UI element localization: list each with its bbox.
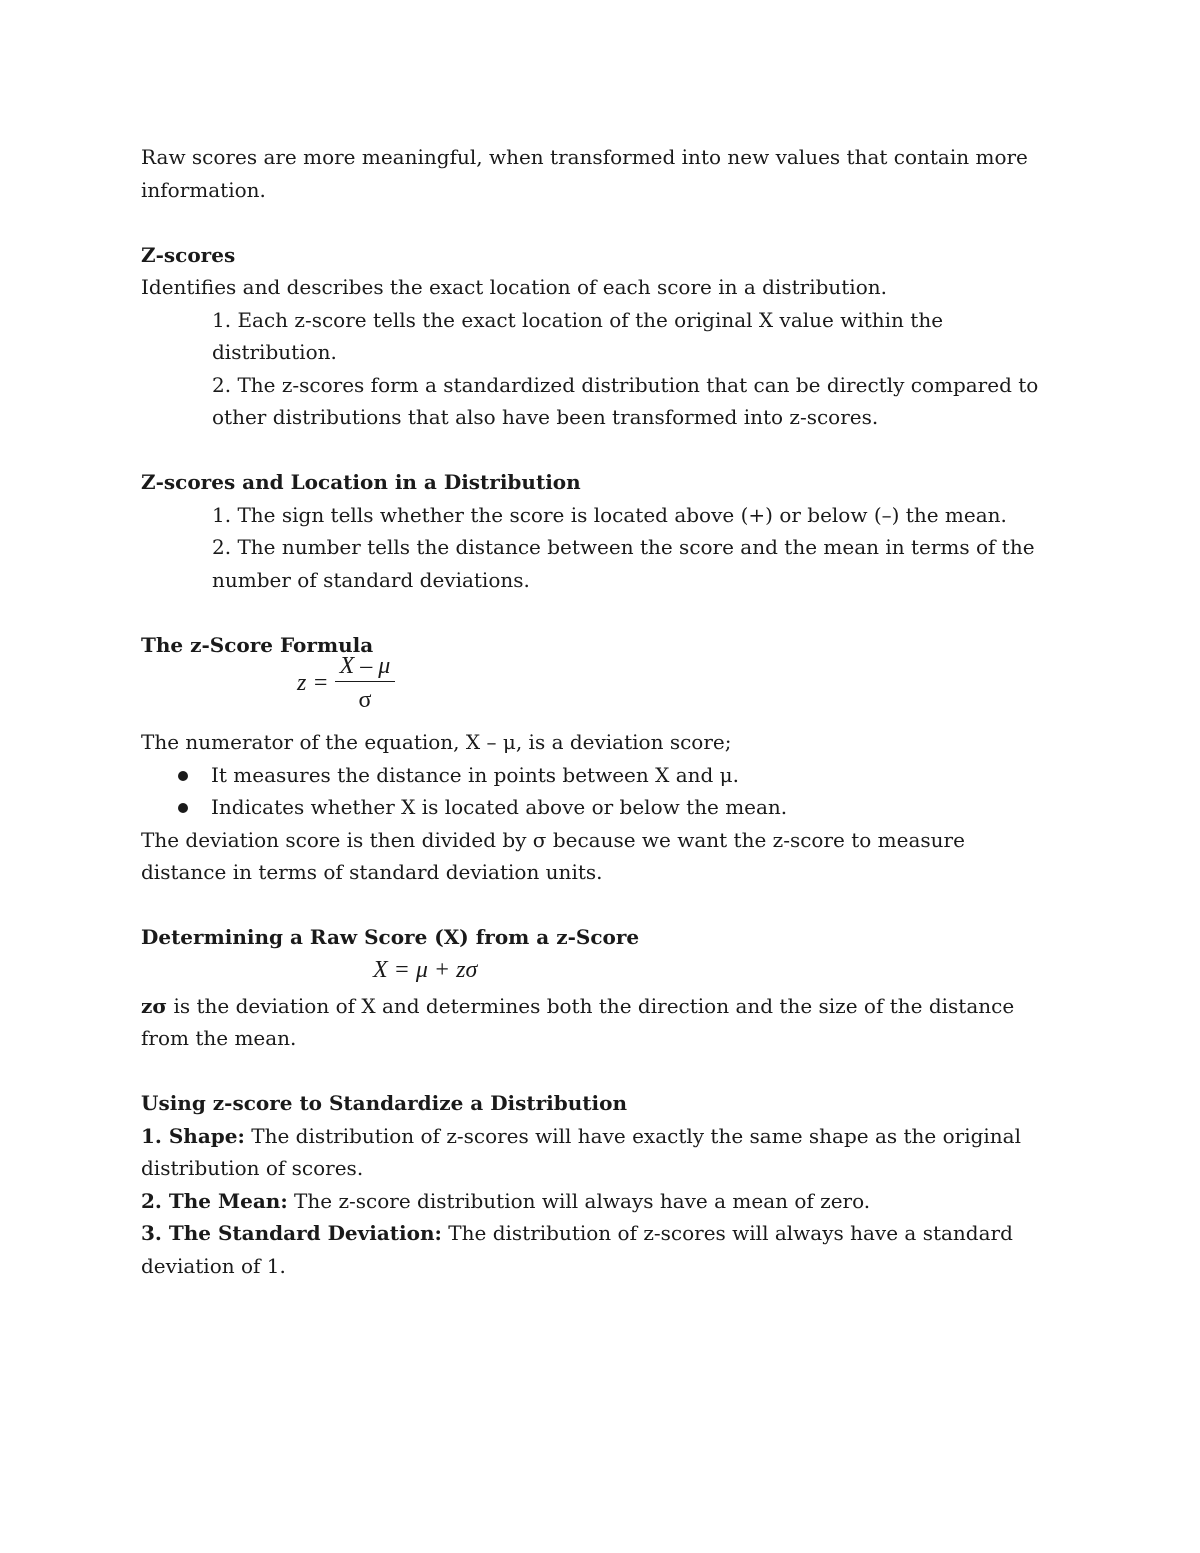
bullet-icon: [178, 803, 188, 813]
numerator-text: The numerator of the equation, X – μ, is a deviation score;: [141, 730, 732, 754]
zscores-heading: Z-scores: [141, 242, 236, 267]
z-score-formula: [297, 653, 1051, 726]
formula-denominator: σ: [358, 687, 372, 713]
standardize-item-mean: [141, 1185, 1051, 1218]
deviation-text: The deviation score is then divided by σ because we want the z-score to measure distance in terms of standard deviation units.: [141, 827, 965, 884]
z-sigma-term: zσ: [141, 993, 168, 1018]
location-heading: Z-scores and Location in a Distribution: [141, 470, 581, 494]
formula-bullet-list: [141, 759, 1051, 824]
spacer: [141, 889, 1051, 922]
bullet-text: It measures the distance in points between X and μ.: [211, 762, 740, 787]
formula-fraction: [335, 651, 395, 718]
formula-heading: The z-Score Formula: [141, 632, 374, 657]
item-label: 2. The Mean:: [141, 1188, 288, 1213]
standardize-item-shape: [141, 1120, 1051, 1185]
spacer: [141, 1055, 1051, 1088]
raw-score-text: [141, 990, 1051, 1055]
item-label: 1. Shape:: [141, 1123, 245, 1148]
zscores-lead: Identifies and describes the exact location of each score in a distribution.: [141, 275, 887, 299]
bullet-text: Indicates whether X is located above or below the mean.: [211, 795, 788, 819]
document-page: [141, 141, 1051, 1282]
item-text: The distribution of z-scores will have exactly the same shape as the original distribution of scores.: [141, 1123, 1022, 1180]
bullet-icon: [178, 771, 188, 781]
zscores-item-1: 1. Each z-score tells the exact location of the original X value within the distribution.: [212, 307, 944, 364]
raw-score-heading: Determining a Raw Score (X) from a z-Score: [141, 925, 640, 949]
list-item: [141, 759, 1051, 792]
list-item: [141, 791, 1051, 824]
location-item-2: 2. The number tells the distance between the score and the mean in terms of the number of standard deviations.: [212, 535, 1035, 592]
formula-numerator: X – μ: [335, 651, 395, 682]
location-item-1: 1. The sign tells whether the score is located above (+) or below (–) the mean.: [212, 502, 1007, 527]
raw-score-formula: X = μ + zσ: [373, 956, 478, 983]
item-text: The distribution of z-scores will always have a standard deviation of 1.: [141, 1221, 1013, 1278]
spacer: [141, 206, 1051, 239]
spacer: [141, 596, 1051, 629]
standardize-item-sd: [141, 1217, 1051, 1282]
raw-score-description: is the deviation of X and determines both the direction and the size of the distance from the mean.: [141, 993, 1015, 1050]
item-text: The z-score distribution will always have a mean of zero.: [287, 1188, 871, 1213]
zscores-item-2: 2. The z-scores form a standardized distribution that can be directly compared to other distributions that also have been transformed into z-scores.: [212, 372, 1039, 429]
spacer: [141, 434, 1051, 467]
item-label: 3. The Standard Deviation:: [141, 1221, 442, 1245]
intro-paragraph: Raw scores are more meaningful, when transformed into new values that contain more information.: [141, 145, 1028, 202]
formula-lhs: z =: [297, 670, 329, 696]
standardize-heading: Using z-score to Standardize a Distribution: [141, 1091, 628, 1115]
